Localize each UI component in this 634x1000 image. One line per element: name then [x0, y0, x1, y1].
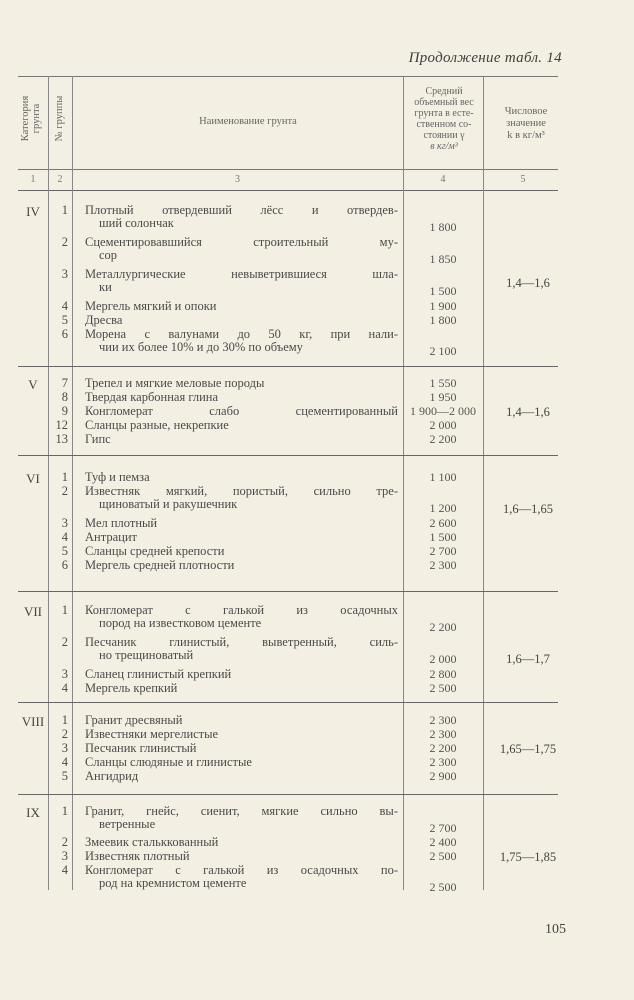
column-divider — [483, 190, 484, 890]
group-rule — [18, 702, 558, 703]
soil-name-line: Конгломерат с галькой из осадочных — [85, 603, 398, 617]
header-k-line: Числовое — [504, 106, 548, 117]
header-name: Наименование грунта — [199, 116, 297, 127]
column-divider — [72, 190, 73, 890]
group-number: 8 — [61, 390, 68, 404]
group-rule — [18, 591, 558, 592]
unit-weight: 2 500 — [429, 880, 457, 894]
header-divider — [72, 76, 73, 190]
group-number: 9 — [61, 404, 68, 418]
soil-name: Известняк плотный — [85, 849, 190, 863]
group-number: 4 — [61, 681, 68, 695]
soil-name-line: но трещиноватый — [99, 648, 194, 662]
unit-weight: 2 700 — [429, 821, 457, 835]
page-number: 105 — [545, 922, 566, 937]
soil-name-line: Песчаник глинистый, выветренный, силь- — [85, 635, 398, 649]
soil-name-line: Сцементировавшийся строительный му- — [85, 235, 398, 249]
group-number: 3 — [61, 667, 68, 681]
k-value: 1,6—1,7 — [506, 652, 550, 666]
unit-weight: 2 300 — [429, 755, 457, 769]
unit-weight: 1 550 — [429, 376, 457, 390]
soil-name-line: ветренные — [99, 817, 156, 831]
soil-name: Мергель мягкий и опоки — [85, 299, 217, 313]
group-number: 1 — [61, 713, 68, 727]
group-number: 5 — [61, 544, 68, 558]
group-number: 3 — [61, 849, 68, 863]
header-category-line: Категория — [20, 95, 31, 142]
header-weight-line: грунта в есте- — [414, 108, 474, 119]
group-number: 3 — [61, 741, 68, 755]
soil-name-line: Плотный отвердевший лёсс и отвердев- — [85, 203, 398, 217]
column-number: 4 — [440, 174, 446, 185]
k-value: 1,65—1,75 — [499, 742, 557, 756]
column-number: 3 — [235, 174, 240, 185]
soil-name-line: ший солончак — [99, 216, 174, 230]
group-number: 4 — [61, 299, 68, 313]
category-label: VIII — [21, 714, 45, 729]
unit-weight: 2 500 — [429, 849, 457, 863]
header-number: № группы — [54, 95, 65, 142]
soil-name: Дресва — [85, 313, 123, 327]
header-weight-line: ственном со- — [416, 119, 472, 130]
soil-name: Гипс — [85, 432, 111, 446]
soil-name-line: сор — [99, 248, 118, 262]
soil-name: Мергель средней плотности — [85, 558, 235, 572]
soil-name — [85, 485, 398, 511]
column-number: 2 — [57, 174, 63, 185]
soil-name — [85, 268, 398, 294]
unit-weight: 2 300 — [429, 713, 457, 727]
group-number: 1 — [61, 203, 68, 217]
category-label: IV — [26, 204, 40, 219]
soil-name — [85, 805, 398, 831]
k-value: 1,4—1,6 — [506, 405, 550, 419]
group-number: 2 — [61, 635, 68, 649]
column-number: 5 — [520, 174, 526, 185]
group-number: 2 — [61, 235, 68, 249]
soil-name: Сланцы слюдяные и глинистые — [85, 755, 252, 769]
unit-weight: 2 500 — [429, 681, 457, 695]
unit-weight: 2 400 — [429, 835, 457, 849]
soil-name-line: ки — [99, 280, 112, 294]
soil-name-line: чии их более 10% и до 30% по объему — [99, 340, 303, 354]
header-category-line: грунта — [31, 103, 42, 134]
group-rule — [18, 794, 558, 795]
category-label: V — [28, 377, 38, 392]
group-number: 2 — [61, 835, 68, 849]
soil-name — [85, 604, 398, 630]
soil-name-line: Морена с валунами до 50 кг, при нали- — [85, 327, 398, 341]
unit-weight: 1 900 — [429, 299, 457, 313]
soil-name: Гранит дресвяный — [85, 713, 183, 727]
soil-name: Мел плотный — [85, 516, 158, 530]
unit-weight: 2 600 — [429, 516, 457, 530]
unit-weight: 2 800 — [429, 667, 457, 681]
k-value: 1,4—1,6 — [506, 276, 550, 290]
soil-name — [85, 636, 398, 662]
unit-weight: 2 200 — [429, 620, 457, 634]
unit-weight: 2 100 — [429, 344, 457, 358]
soil-name: Ангидрид — [85, 769, 139, 783]
group-number: 12 — [55, 418, 68, 432]
group-rule — [18, 455, 558, 456]
soil-name: Мергель крепкий — [85, 681, 178, 695]
header-weight-line: Средний — [425, 86, 463, 97]
unit-weight: 1 200 — [429, 501, 457, 515]
soil-name-line: Конгломерат с галькой из осадочных по- — [85, 863, 398, 877]
header-weight-line: в кг/м³ — [430, 141, 458, 152]
group-number: 3 — [61, 267, 68, 281]
unit-weight: 1 900—2 000 — [410, 404, 476, 418]
group-number: 3 — [61, 516, 68, 530]
soil-name: Трепел и мягкие меловые породы — [85, 376, 265, 390]
header-k — [486, 106, 566, 142]
group-rule — [18, 366, 558, 367]
unit-weight: 2 200 — [429, 741, 457, 755]
soil-name — [85, 236, 398, 262]
header-divider — [48, 76, 49, 190]
header-k-line: значение — [506, 118, 546, 129]
soil-name-line: род на кремнистом цементе — [99, 876, 247, 890]
header-rule — [18, 169, 558, 170]
unit-weight: 2 300 — [429, 727, 457, 741]
unit-weight: 2 000 — [429, 652, 457, 666]
k-value: 1,75—1,85 — [499, 850, 557, 864]
table-caption: Продолжение табл. 14 — [408, 50, 562, 66]
soil-name — [85, 204, 398, 230]
unit-weight: 2 700 — [429, 544, 457, 558]
soil-name-line: Металлургические невыветрившиеся шла- — [85, 267, 398, 281]
soil-name: Туф и пемза — [85, 470, 150, 484]
unit-weight: 1 500 — [429, 284, 457, 298]
group-number: 6 — [61, 327, 68, 341]
soil-name-line: Известняк мягкий, пористый, сильно тре- — [85, 484, 398, 498]
soil-name: Сланцы разные, некрепкие — [85, 418, 229, 432]
group-number: 2 — [61, 484, 68, 498]
soil-name: Антрацит — [85, 530, 137, 544]
soil-name: Песчаник глинистый — [85, 741, 197, 755]
soil-name: Сланцы средней крепости — [85, 544, 225, 558]
soil-name — [85, 864, 398, 890]
header-category — [20, 81, 42, 156]
unit-weight: 2 300 — [429, 558, 457, 572]
soil-name-line: щиноватый и ракушечник — [99, 497, 238, 511]
column-number: 1 — [30, 174, 36, 185]
group-number: 4 — [61, 863, 68, 877]
group-number: 6 — [61, 558, 68, 572]
header-weight-line: стоянии γ — [423, 130, 465, 141]
group-number: 5 — [61, 769, 68, 783]
soil-name-line: пород на известковом цементе — [99, 616, 262, 630]
soil-name: Змеевик стальккованный — [85, 835, 219, 849]
soil-name: Твердая карбонная глина — [85, 390, 219, 404]
group-number: 1 — [61, 603, 68, 617]
group-number: 13 — [55, 432, 68, 446]
soil-name: Сланец глинистый крепкий — [85, 667, 232, 681]
header-weight — [404, 86, 484, 152]
unit-weight: 2 200 — [429, 432, 457, 446]
colnum-rule — [18, 190, 558, 191]
k-value: 1,6—1,65 — [503, 502, 553, 516]
unit-weight: 1 800 — [429, 220, 457, 234]
table-top-rule — [18, 76, 558, 77]
soil-name-line: Гранит, гнейс, сиенит, мягкие сильно вы- — [85, 804, 398, 818]
group-number: 4 — [61, 755, 68, 769]
category-label: VII — [23, 604, 43, 619]
unit-weight: 2 000 — [429, 418, 457, 432]
unit-weight: 1 100 — [429, 470, 457, 484]
group-number: 5 — [61, 313, 68, 327]
unit-weight: 2 900 — [429, 769, 457, 783]
soil-name: Конгломерат слабо сцементированный — [85, 404, 398, 418]
soil-name: Известняки мергелистые — [85, 727, 219, 741]
group-number: 2 — [61, 727, 68, 741]
unit-weight: 1 800 — [429, 313, 457, 327]
unit-weight: 1 850 — [429, 252, 457, 266]
group-number: 1 — [61, 470, 68, 484]
group-number: 4 — [61, 530, 68, 544]
soil-name — [85, 328, 398, 354]
header-weight-line: объемный вес — [414, 97, 474, 108]
unit-weight: 1 950 — [429, 390, 457, 404]
header-k-line: k в кг/м³ — [507, 130, 545, 141]
group-number: 1 — [61, 804, 68, 818]
unit-weight: 1 500 — [429, 530, 457, 544]
category-label: IX — [26, 805, 40, 820]
category-label: VI — [26, 471, 40, 486]
group-number: 7 — [61, 376, 68, 390]
